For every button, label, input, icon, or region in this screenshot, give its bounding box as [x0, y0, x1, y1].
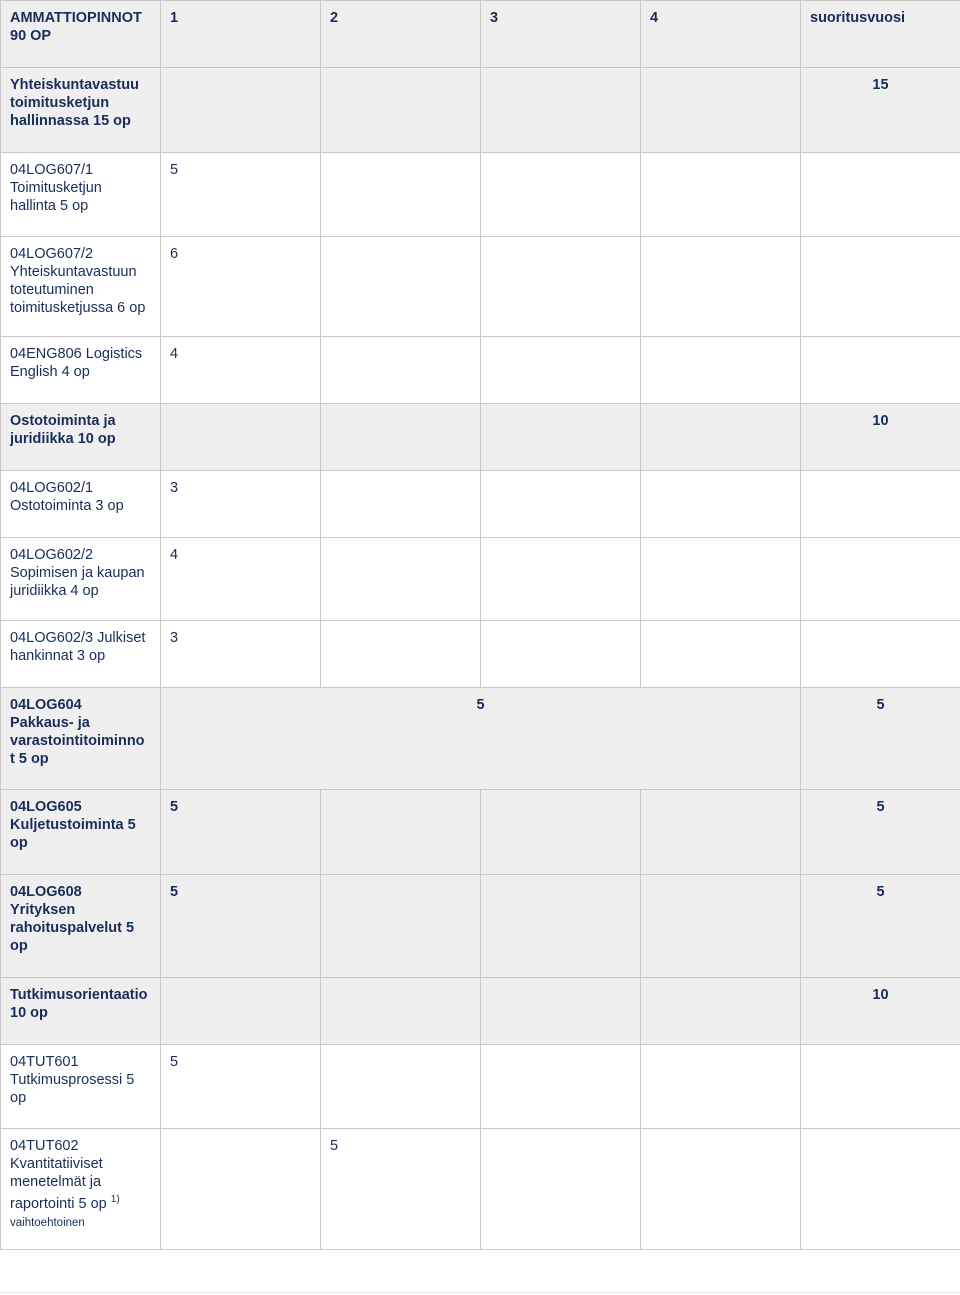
empty-cell [481, 404, 641, 471]
course-name-line: 04LOG605 [10, 799, 82, 815]
empty-cell [801, 237, 960, 337]
empty-cell [321, 237, 481, 337]
empty-cell [481, 153, 641, 237]
course-name: 04LOG607/1 Toimitusketjun hallinta 5 op [1, 153, 161, 237]
empty-cell [321, 978, 481, 1045]
section-title-line1: AMMATTIOPINNOT [10, 10, 142, 26]
credits-year-1: 3 [161, 471, 321, 538]
footnote-marker: 1) [110, 1194, 120, 1205]
course-name-line: Pakkaus- ja [10, 715, 90, 731]
empty-cell [161, 68, 321, 153]
group-credits: 15 [801, 68, 960, 153]
section-title [1, 1, 161, 68]
course-name-line: varastointitoiminno [10, 733, 145, 749]
empty-cell [641, 153, 801, 237]
empty-cell [641, 790, 801, 875]
credits-total: 5 [801, 790, 960, 875]
course-name-line: rahoituspalvelut 5 [10, 920, 135, 936]
empty-cell [161, 404, 321, 471]
course-name [1, 1129, 161, 1250]
course-name: 04LOG602/1 Ostotoiminta 3 op [1, 471, 161, 538]
empty-cell [641, 337, 801, 404]
credits-year-1: 5 [161, 875, 321, 978]
empty-cell [641, 538, 801, 621]
empty-cell [801, 337, 960, 404]
course-name: 04LOG602/2 Sopimisen ja kaupan juridiikka 4 op [1, 538, 161, 621]
empty-cell [801, 1045, 960, 1129]
empty-cell [801, 471, 960, 538]
empty-cell [481, 790, 641, 875]
empty-cell [641, 1129, 801, 1250]
empty-cell [481, 68, 641, 153]
table-row [1, 153, 960, 237]
alternative-note: vaihtoehtoinen [10, 1217, 85, 1229]
credits-year-1: 4 [161, 337, 321, 404]
course-name-line: 04LOG604 [10, 697, 82, 713]
credits-total: 5 [801, 688, 960, 790]
credits-year-1: 3 [161, 621, 321, 688]
empty-cell [161, 978, 321, 1045]
course-name [1, 790, 161, 875]
table-row [1, 337, 960, 404]
credits-year-1: 5 [161, 153, 321, 237]
group-name: Ostotoiminta ja juridiikka 10 op [1, 404, 161, 471]
empty-cell [321, 404, 481, 471]
section-title-line2: 90 OP [10, 28, 52, 44]
course-name-line: Kuljetustoiminta 5 [10, 817, 136, 833]
col-header-1: 1 [161, 1, 321, 68]
table-row [1, 875, 960, 978]
credits-span: 5 [161, 688, 801, 790]
empty-cell [641, 621, 801, 688]
empty-cell [161, 1129, 321, 1250]
empty-cell [641, 471, 801, 538]
group-name: Tutkimusorientaatio 10 op [1, 978, 161, 1045]
credits-year-2: 5 [321, 1129, 481, 1250]
empty-cell [321, 471, 481, 538]
group-name: Yhteiskuntavastuu toimitusketjun hallinnassa 15 op [1, 68, 161, 153]
course-name: 04ENG806 Logistics English 4 op [1, 337, 161, 404]
empty-cell [481, 875, 641, 978]
course-name-line: op [10, 835, 28, 851]
credits-total: 5 [801, 875, 960, 978]
course-name-line: op [10, 938, 28, 954]
course-name-line: t 5 op [10, 751, 49, 767]
empty-cell [321, 153, 481, 237]
course-name: 04LOG607/2 Yhteiskuntavastuun toteutuminen toimitusketjussa 6 op [1, 237, 161, 337]
table-row [1, 237, 960, 337]
col-header-3: 3 [481, 1, 641, 68]
course-name-line: raportointi 5 op [10, 1196, 107, 1212]
empty-cell [641, 1045, 801, 1129]
empty-cell [481, 1045, 641, 1129]
course-name: 04TUT601 Tutkimusprosessi 5 op [1, 1045, 161, 1129]
empty-cell [641, 978, 801, 1045]
table-row [1, 538, 960, 621]
empty-cell [321, 337, 481, 404]
course-name-line: 04TUT602 [10, 1138, 79, 1154]
table-row [1, 404, 960, 471]
course-name-line: menetelmät ja [10, 1174, 102, 1190]
empty-cell [481, 471, 641, 538]
credits-year-1: 5 [161, 1045, 321, 1129]
table-row [1, 621, 960, 688]
table-row [1, 688, 960, 790]
course-name-line: Yrityksen [10, 902, 76, 918]
table-row [1, 68, 960, 153]
empty-cell [801, 153, 960, 237]
table-row [1, 790, 960, 875]
empty-cell [481, 1129, 641, 1250]
empty-cell [641, 237, 801, 337]
course-name [1, 688, 161, 790]
empty-cell [481, 337, 641, 404]
empty-cell [481, 237, 641, 337]
course-name: 04LOG602/3 Julkiset hankinnat 3 op [1, 621, 161, 688]
empty-cell [641, 875, 801, 978]
group-credits: 10 [801, 404, 960, 471]
empty-cell [641, 68, 801, 153]
empty-cell [321, 538, 481, 621]
credits-year-1: 4 [161, 538, 321, 621]
course-name-line: 04LOG608 [10, 884, 82, 900]
empty-cell [321, 68, 481, 153]
credits-year-1: 6 [161, 237, 321, 337]
group-credits: 10 [801, 978, 960, 1045]
credits-year-1: 5 [161, 790, 321, 875]
empty-cell [641, 404, 801, 471]
table-header-row [1, 1, 960, 68]
empty-cell [481, 978, 641, 1045]
empty-cell [481, 538, 641, 621]
col-header-4: 4 [641, 1, 801, 68]
empty-cell [321, 875, 481, 978]
course-name-line: Kvantitatiiviset [10, 1156, 103, 1172]
table-row [1, 1129, 960, 1250]
empty-cell [321, 621, 481, 688]
table-row [1, 1045, 960, 1129]
page-bottom-rule [0, 1292, 960, 1293]
empty-cell [801, 538, 960, 621]
empty-cell [801, 621, 960, 688]
course-name [1, 875, 161, 978]
empty-cell [481, 621, 641, 688]
empty-cell [801, 1129, 960, 1250]
table-row [1, 978, 960, 1045]
empty-cell [321, 790, 481, 875]
col-header-2: 2 [321, 1, 481, 68]
table-row [1, 471, 960, 538]
empty-cell [321, 1045, 481, 1129]
col-header-year: suoritusvuosi [801, 1, 960, 68]
